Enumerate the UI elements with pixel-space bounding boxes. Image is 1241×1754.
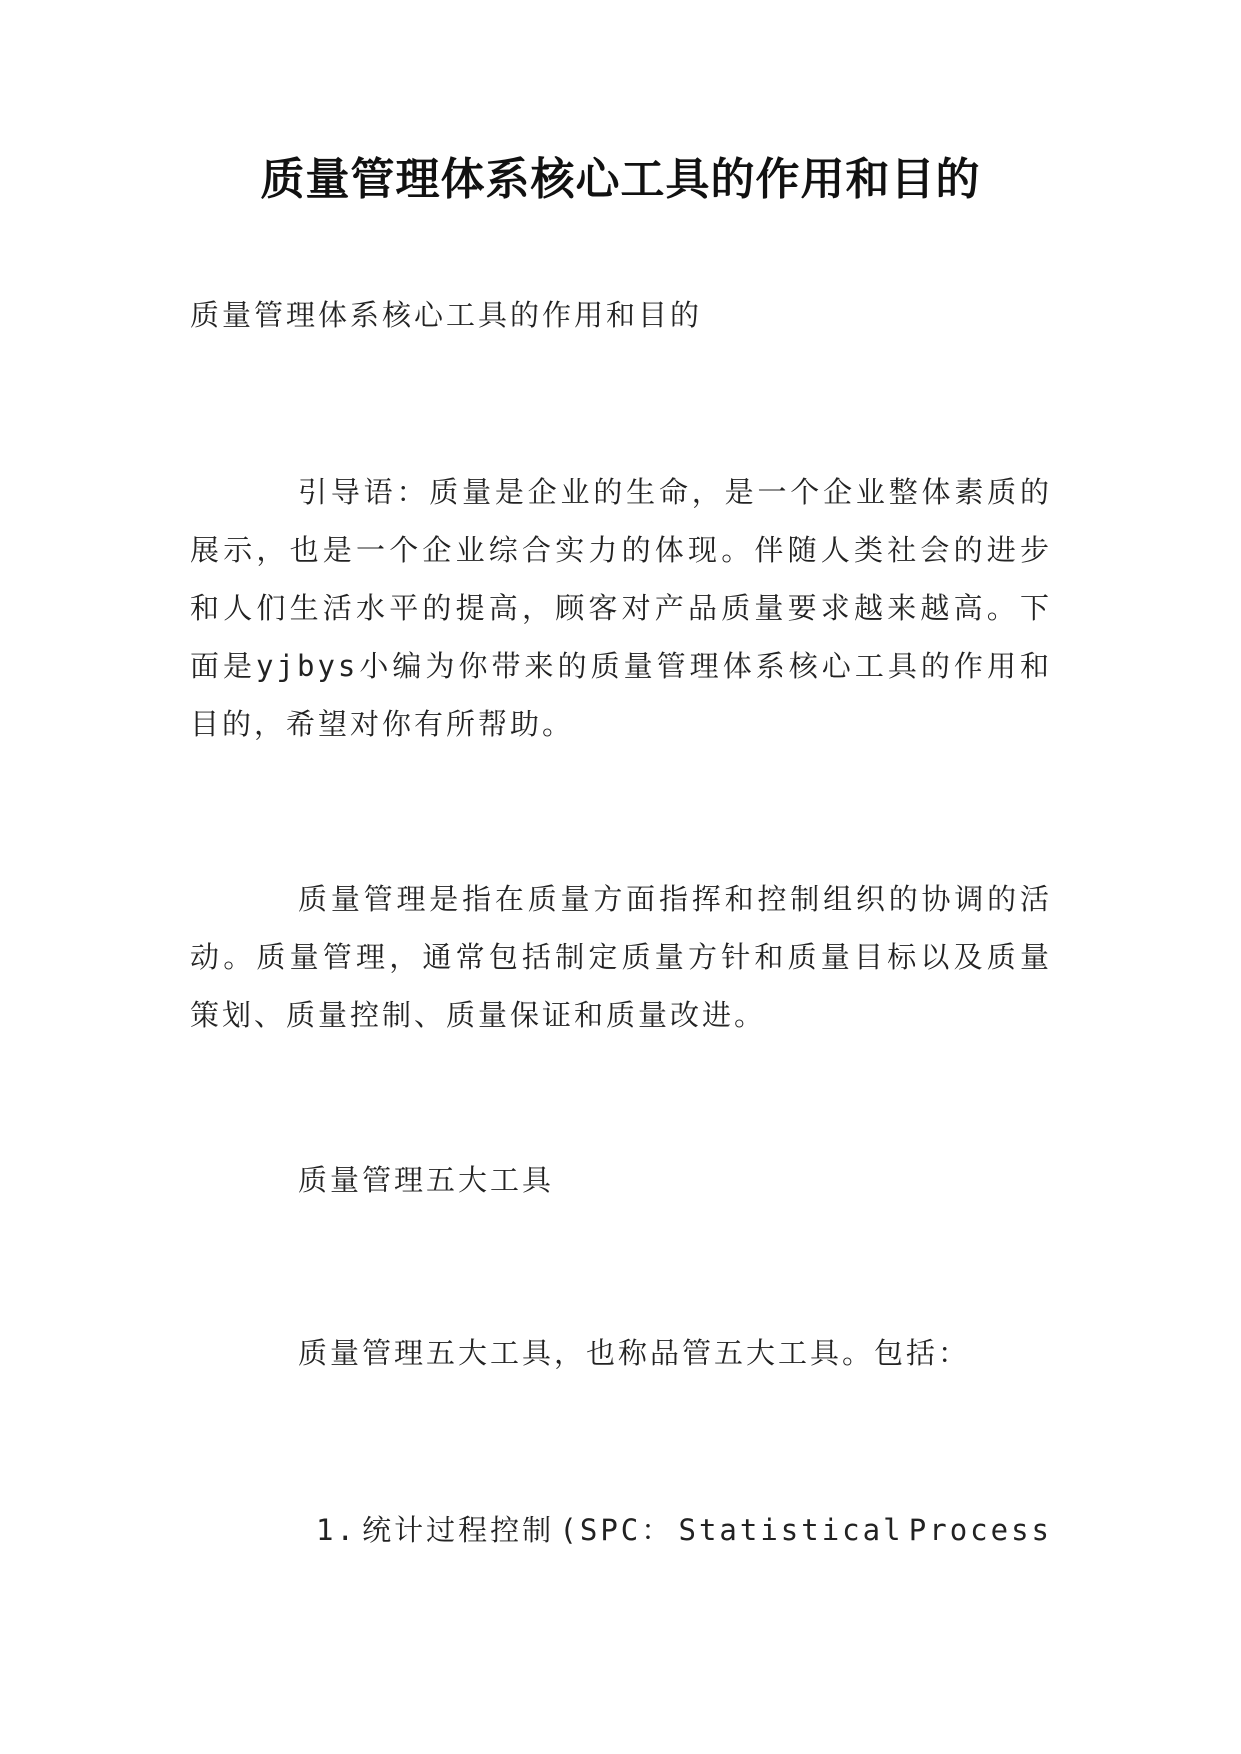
list-item-paren: (SPC： xyxy=(559,1513,674,1547)
section-heading: 质量管理五大工具 xyxy=(298,1163,555,1197)
definition-paragraph: 质量管理是指在质量方面指挥和控制组织的协调的活动。质量管理，通常包括制定质量方针和质量目标以及质量策划、质量控制、质量保证和质量改进。 xyxy=(190,882,1052,1032)
document-subtitle: 质量管理体系核心工具的作用和目的 xyxy=(190,298,703,332)
list-item-label: 统计过程控制 xyxy=(362,1513,555,1547)
list-item-word-statistical: Statistical xyxy=(678,1513,904,1547)
list-item-number: 1. xyxy=(316,1513,357,1547)
document-title: 质量管理体系核心工具的作用和目的 xyxy=(260,154,981,205)
list-item-word-process: Process xyxy=(908,1513,1052,1547)
section-intro: 质量管理五大工具，也称品管五大工具。包括： xyxy=(298,1336,971,1370)
intro-paragraph: 引导语：质量是企业的生命，是一个企业整体素质的展示，也是一个企业综合实力的体现。伴随人类社会的进步和人们生活水平的提高，顾客对产品质量要求越来越高。下面是yjbys小编为你带来的质量管理体系核心工具的作用和目的，希望对你有所帮助。 xyxy=(190,475,1052,741)
list-item-spc xyxy=(316,1505,1052,1555)
